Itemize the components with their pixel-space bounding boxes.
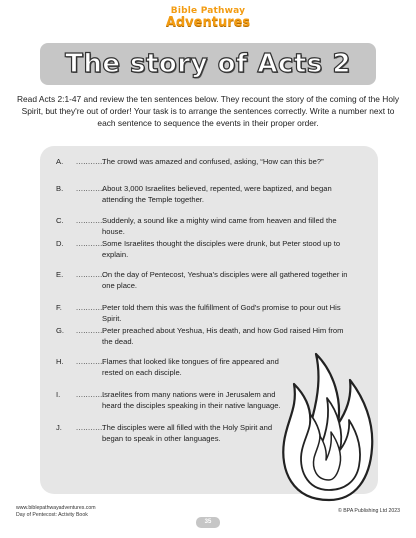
- item-text: Flames that looked like tongues of fire appeared and rested on each disciple.: [102, 357, 279, 377]
- item-letter: I.: [56, 390, 61, 399]
- footer-left: [16, 505, 96, 519]
- title-banner: [40, 43, 376, 85]
- item-letter: H.: [56, 357, 64, 366]
- answer-blank[interactable]: ............: [76, 326, 105, 335]
- item-text: About 3,000 Israelites believed, repented, were baptized, and began attending the Temple together.: [102, 184, 332, 204]
- page-title: The story of Acts 2: [65, 49, 351, 79]
- item-letter: F.: [56, 303, 62, 312]
- answer-blank[interactable]: ............: [76, 357, 105, 366]
- item-text: Peter told them this was the fulfillment of God's promise to pour out His Spirit.: [102, 303, 341, 323]
- answer-blank[interactable]: ............: [76, 303, 105, 312]
- answer-blank[interactable]: ............: [76, 184, 105, 193]
- item-text: On the day of Pentecost, Yeshua's disciples were all gathered together in one place.: [102, 270, 348, 290]
- answer-blank[interactable]: ............: [76, 423, 105, 432]
- item-text: The crowd was amazed and confused, asking, “How can this be?”: [102, 157, 324, 166]
- answer-blank[interactable]: ............: [76, 157, 105, 166]
- item-text: Israelites from many nations were in Jerusalem and heard the disciples speaking in their native language.: [102, 390, 281, 410]
- answer-blank[interactable]: ............: [76, 390, 105, 399]
- item-letter: J.: [56, 423, 62, 432]
- item-letter: A.: [56, 157, 64, 166]
- publisher-logo: [0, 6, 416, 30]
- answer-blank[interactable]: ............: [76, 239, 105, 248]
- logo-line-1: Bible Pathway: [170, 6, 246, 16]
- logo-line-2: Adventures: [165, 15, 251, 30]
- footer-book-title: Day of Pentecost: Activity Book: [16, 512, 88, 518]
- item-letter: C.: [56, 216, 64, 225]
- answer-blank[interactable]: ............: [76, 216, 105, 225]
- footer-copyright: © BPA Publishing Ltd 2023: [338, 508, 400, 514]
- footer-website[interactable]: www.biblepathwayadventures.com: [16, 505, 96, 511]
- item-letter: D.: [56, 239, 64, 248]
- item-letter: G.: [56, 326, 65, 335]
- item-text: Suddenly, a sound like a mighty wind came from heaven and filled the house.: [102, 216, 337, 236]
- item-letter: E.: [56, 270, 64, 279]
- item-text: Peter preached about Yeshua, His death, and how God raised Him from the dead.: [102, 326, 344, 346]
- page-number: 35: [196, 517, 220, 528]
- instructions-paragraph: Read Acts 2:1-47 and review the ten sentences below. They recount the story of the coming of the Holy Spirit, but they're out of order! Your task is to arrange the sentences correctly. Write a number next to each sentence to sequence the events in their proper order.: [16, 94, 400, 129]
- item-text: Some Israelites thought the disciples were drunk, but Peter stood up to explain.: [102, 239, 341, 259]
- flame-illustration: [272, 350, 387, 502]
- item-text: The disciples were all filled with the Holy Spirit and began to speak in other languages.: [102, 423, 273, 443]
- item-letter: B.: [56, 184, 64, 193]
- answer-blank[interactable]: ............: [76, 270, 105, 279]
